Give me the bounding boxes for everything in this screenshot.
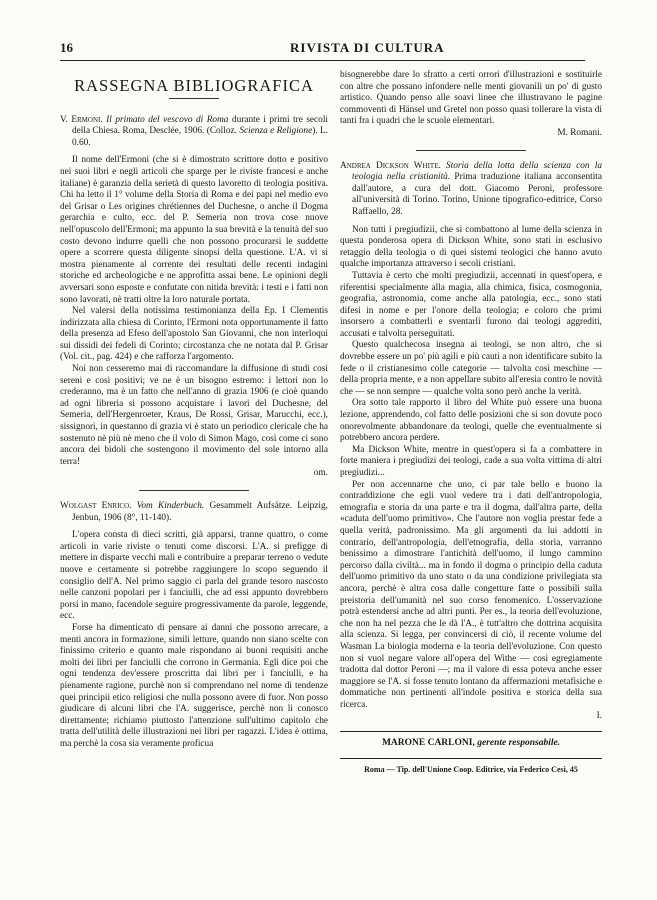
review-paragraph: Forse ha dimenticato di pensare ai danni che possono arrecare, a menti ancora in formazione, simili letture, quando non siano scelte con finissimo criterio e quanto male rispondano ai buoni requisiti anche molti dei libri per fanciulli che corrono in Germania. Egli dice poi che ogni tendenza dev'essere proscritta dai libri per i fanciulli, e ha pienamente ragione, purchè non si comprendano nel nome di tendenze quei principii etico religiosi che nulla possono avere di fuor. Non posso giudicare di alcuni libri che l'A. suggerisce, perchè non li conosco direttamente; richiamo piuttosto l'attenzione sull'ultimo capitolo che tratta dell'utilità delle illustrazioni nei libri per ragazzi. L'idea è ottima, ma perchè la cosa sia veramente proficua	[60, 622, 328, 749]
review-author: Andrea Dickson White.	[340, 160, 441, 171]
manager-name: MARONE CARLONI,	[381, 738, 475, 749]
review-title: Il primato del vescovo di Roma	[106, 114, 229, 125]
review-publication: durante i primi tre secoli della Chiesa. Roma, Desclée, 1906. (Colloz.	[72, 114, 328, 137]
printer-imprint: Roma — Tip. dell'Unione Coop. Editrice, via Federico Cesi, 45	[364, 764, 578, 774]
page-number: 16	[60, 40, 73, 55]
review-title: Storia della lotta della scienza con la teologia nella cristianità.	[352, 160, 602, 183]
review-heading-ermoni	[60, 115, 328, 150]
review-heading-wolgast	[60, 501, 328, 524]
review-paragraph: Tuttavia è certo che molti pregiudizii, accennati in quest'opera, e riferentisi specialmente alla magia, alla chimica, fisica, cosmogonia, geografia, astronomia, come anche alla patologia, ecc., sono stati difesi in nome e per l'onore della teologia; e coloro che primi insorsero a combatterli e sventarli furono dai teologi aggrediti, accusati e talvolta perseguitati.	[340, 270, 602, 339]
review-paragraph: Il nome dell'Ermoni (che si è dimostrato scrittore dotto e positivo nei suoi libri e negli articoli che sparge per le riviste francesi e anche italiane) è garanzia della serietà di questo lavoretto di teologia positiva. Chi ha letto il 1° volume della Storia di Roma e dei papi nel medio evo del Grisar o Les origines chrétiennes del Duchesne, o anche il Dogma gerarchia e culto, ecc. del P. Semeria non trova cose nuove nell'opuscolo dell'Ermoni; ma appunto la sua brevità e la tenuità del suo costo devono indurre quelli che non possono procurarsi le suddette opere a scorrere questa diligente sinopsi della questione. L'A. vi si mostra pienamente al corrente dei resultati delle recenti indagini storiche ed archeologiche e ne approfitta assai bene. Le opinioni degli avversari sono esposte e confutate con nitida brevità: i testi e i fatti non sono lavorati, nè tratti oltre la loro naturale portata.	[60, 155, 328, 305]
review-signature: M. Romani.	[557, 127, 602, 138]
separator-rule	[416, 150, 526, 151]
running-title: RIVISTA DI CULTURA	[290, 40, 445, 55]
footer-rule	[340, 731, 602, 732]
review-author: V. Ermoni.	[60, 114, 103, 125]
printer-rule	[340, 758, 602, 759]
review-paragraph: Ora sotto tale rapporto il libro del White può essere una buona lezione, apprendendo, col fatto delle posizioni che si son dovute poco onorevolmente abbandonare da teologi, quelle che eventualmente si potrebbero ancora perdere.	[340, 398, 602, 444]
review-paragraph: Ma Dickson White, mentre in quest'opera si fa a combattere in forte maniera i pregiudizi dei teologi, cade a sua volta vittima di altri pregiudizi...	[340, 444, 602, 478]
review-publication: Gesammelt Aufsätze. Leipzig, Jenbun, 1906 (8°, 11-140).	[72, 501, 328, 523]
left-column	[60, 70, 328, 750]
review-author: Wolgast Enrico.	[60, 501, 132, 511]
review-signature: I.	[596, 711, 602, 722]
review-paragraph: Questo qualchecosa insegna ai teologi, se non altro, che si dovrebbe essere un po' più agili e più cauti a non identificare subito la fede o il cristianesimo colle categorie — talvolta così meschine — della propria mente, e a non appellare subito all'eresia contro le novità che — se non sempre — qualche volta sono però anche la verità.	[340, 340, 602, 397]
header-rule	[60, 60, 585, 61]
right-column	[340, 70, 602, 775]
review-title: Vom Kinderbuch.	[136, 501, 205, 511]
manager-role: gerente responsabile.	[477, 738, 561, 749]
section-title: RASSEGNA BIBLIOGRAFICA	[74, 76, 314, 95]
separator-rule	[139, 490, 249, 491]
review-paragraph: Noi non cesseremo mai di raccomandare la diffusione di studi così sereni e così positivi; ve ne è un bisogno estremo: i lettori non lo crederanno, ma è un fatto che nell'anno di grazia 1906 (e cioè quando ad ogni libreria si possono acquistare i lavori del Duchesne, del Semeria, dell'Hergenroeter, Kraus, De Rossi, Grisar, Marucchi, ecc.), sissignori, in questanno di grazia vi è stato un periodico clericale che ha sostenuto nè più nè meno che il volo di Simon Mago, così come ci sono ancora dei bidoli che sostengono il movimento del sole intorno alla terra!	[60, 364, 328, 467]
review-signature: om.	[313, 468, 328, 479]
title-rule	[169, 98, 219, 99]
managing-editor	[340, 738, 602, 750]
review-heading-white	[340, 161, 602, 219]
review-price: ). L. 0.60.	[72, 126, 328, 148]
review-paragraph: Non tutti i pregiudizii, che si combattono al lume della scienza in questa ponderosa opera di Dickson White, sono stati in esclusivo retaggio della teologia o di quei sistemi teologici che hanno avuto qualche importanza attraverso i secoli cristiani.	[340, 224, 602, 270]
review-paragraph: Nel valersi della notissima testimonianza della Ep. I Clementis indirizzata alla chiesa di Corinto, l'Ermoni nota opportunamente il fatto della presenza ad Efeso dell'apostolo San Giovanni, che non interloquì sui dissidi dei fedeli di Corinto; circostanza che ne notata dal P. Grisar (Vol. cit., pag. 424) e che rafforza l'argomento.	[60, 306, 328, 363]
review-paragraph: L'opera consta di dieci scritti, già apparsi, tranne quattro, o come articoli in varie riviste o tenuti come discorsi. L'A. si prefigge di mettere in disparte vecchi mali e contribuire a preparar terreno o vedute nuove e certamente si potrebbe raggiungere lo scopo seguendo il consiglio dell'A. Nel primo saggio ci parla del grande tesoro nascosto nelle canzoni popolari per i fanciulli, che ad essi appunto dovrebbero porsi in mano, facendole seguire progressivamente da parole, leggende, ecc.	[60, 530, 328, 622]
review-collection: Scienza e Religione	[239, 126, 313, 137]
review-paragraph: Per non accennarne che uno, ci par tale bello e buono la contraddizione che egli vuol vedere tra i dati dell'antropologia, etnografia e storia da una parte e tra il dogma, dall'altra parte, della «caduta dell'uomo primitivo». Che l'autore non voglia prestar fede a quella verità, padronissimo. Ma gli argomenti da lui addotti in contrario, dell'antropologia, dell'etnografia, della storia, varranno benissimo a dimostrare l'antichità dell'uomo, il lungo cammino percorso dalla civiltà... ma in fondo il dogma o principio della caduta dell'uomo primitivo da uno stato o da una condizione privilegiata sta ancora, perchè è altra cosa dalle congetture fatte o possibili sulla preistoria dell'umanità nel suo corso fenomenico. L'osservazione potrà estendersi anche ad altri punti. Per es., la teoria dell'evoluzione, che non ha nel pezza che le dà l'A., è tutt'altro che dottrina acquisita alla scienza. Si legga, per convincersi di ciò, il recente volume del Wasman La biologia moderna e la teoria dell'evoluzione. Con questo non si vuol negare valore all'opera del Withe — così egregiamente tradotta dal dottor Peroni —; ma il valore di essa poteva anche esser maggiore se l'A. si fosse tenuto lontano da affermazioni metafisiche e dommatiche non pertinenti all'indole positiva e storica della sua ricerca.	[340, 479, 602, 710]
review-continuation: bisognerebbe dare lo sfratto a certi orrori d'illustrazioni e sostituirle con altre che possano infondere nelle menti giovanili un po' di gusto artistico. Quando penso alle soavi linee che illustravano le pagine commoventi di Hänsel und Gretel non posso quasi tollerare la vista di tanti fra i quadri che le scuole elementari.	[340, 70, 602, 127]
review-publication: Prima traduzione italiana acconsentita dall'autore, a cura del dott. Giacomo Peroni, professore all'università di Torino. Torino, Unione tipografico-editrice, Corso Raffaello, 28.	[352, 172, 602, 217]
